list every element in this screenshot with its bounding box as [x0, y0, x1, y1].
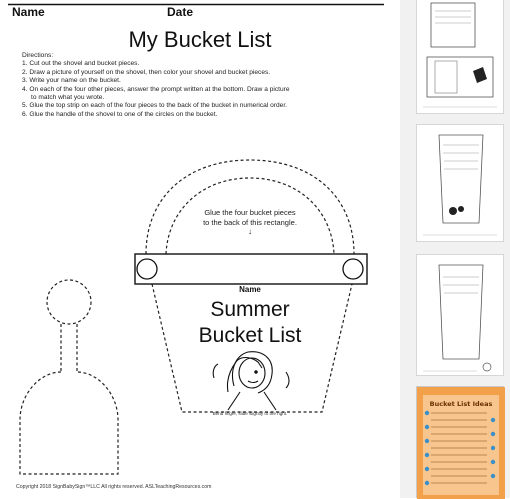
sign-illustration: [213, 352, 289, 410]
illustration-eye: [255, 371, 257, 373]
illustration-mouth: [248, 381, 258, 383]
glue-note-line2: to the back of this rectangle.: [203, 218, 297, 227]
bucket-title: [150, 297, 350, 349]
glue-circle-right: [343, 259, 363, 279]
direction-step: 2. Draw a picture of yourself on the shovel, then color your shovel and bucket pieces.: [22, 68, 271, 76]
glue-rectangle: [135, 254, 367, 284]
thumbnail-page-2[interactable]: [416, 0, 504, 114]
shovel-head-circle: [47, 280, 91, 324]
direction-step: 6. Glue the handle of the shovel to one of the circles on the bucket.: [22, 110, 218, 118]
name-label: Name: [12, 5, 45, 19]
directions-heading: Directions:: [22, 52, 54, 59]
direction-step: 4. On each of the four other pieces, answer the prompt written at the bottom. Draw a picture: [22, 85, 290, 93]
copyright-footer: Copyright 2018 SignBabySign™LLC All rights reserved. ASLTeachingResources.com: [16, 484, 212, 490]
date-label: Date: [167, 5, 194, 19]
illustration-arm: [227, 362, 236, 392]
direction-step: 3. Write your name on the bucket.: [22, 77, 121, 85]
bucket-handle-outer: [146, 160, 354, 254]
thumbnail-page-3[interactable]: [416, 124, 504, 242]
page-thumbnail-rail: [400, 0, 510, 498]
thumbnail-2-graphic: [417, 0, 505, 115]
down-arrow-icon: ↓: [248, 227, 252, 236]
illustration-motion-lines: [213, 364, 289, 388]
thumbnail-5-graphic: [417, 387, 505, 499]
shovel-blade: [20, 372, 118, 474]
thumbnail-3-graphic: [417, 125, 505, 243]
thumbnail-page-5[interactable]: [416, 386, 504, 498]
illustration-shoulders: [228, 392, 276, 410]
illustration-face: [239, 358, 265, 388]
thumbnail-page-4[interactable]: [416, 254, 504, 376]
direction-step: 1. Cut out the shovel and bucket pieces.: [22, 60, 140, 68]
thumbnail-5-title: Bucket List Ideas: [429, 400, 493, 408]
direction-step: 5. Glue the top strip on each of the four pieces to the back of the bucket in numerical order.: [22, 102, 288, 110]
bucket-title-line1: Summer: [210, 298, 290, 321]
glue-circle-left: [137, 259, 157, 279]
direction-step: to match what you wrote.: [31, 94, 105, 102]
shovel-shaft: [61, 324, 77, 372]
sign-caption: Bend finger, slide slightly to the right.: [212, 411, 288, 416]
bucket-title-line2: Bucket List: [198, 324, 302, 347]
glue-note: [160, 208, 340, 236]
glue-note-line1: Glue the four bucket pieces: [204, 208, 296, 217]
worksheet-title: My Bucket List: [128, 27, 272, 52]
bucket-name-label: Name: [239, 285, 261, 294]
thumbnail-4-graphic: [417, 255, 505, 377]
